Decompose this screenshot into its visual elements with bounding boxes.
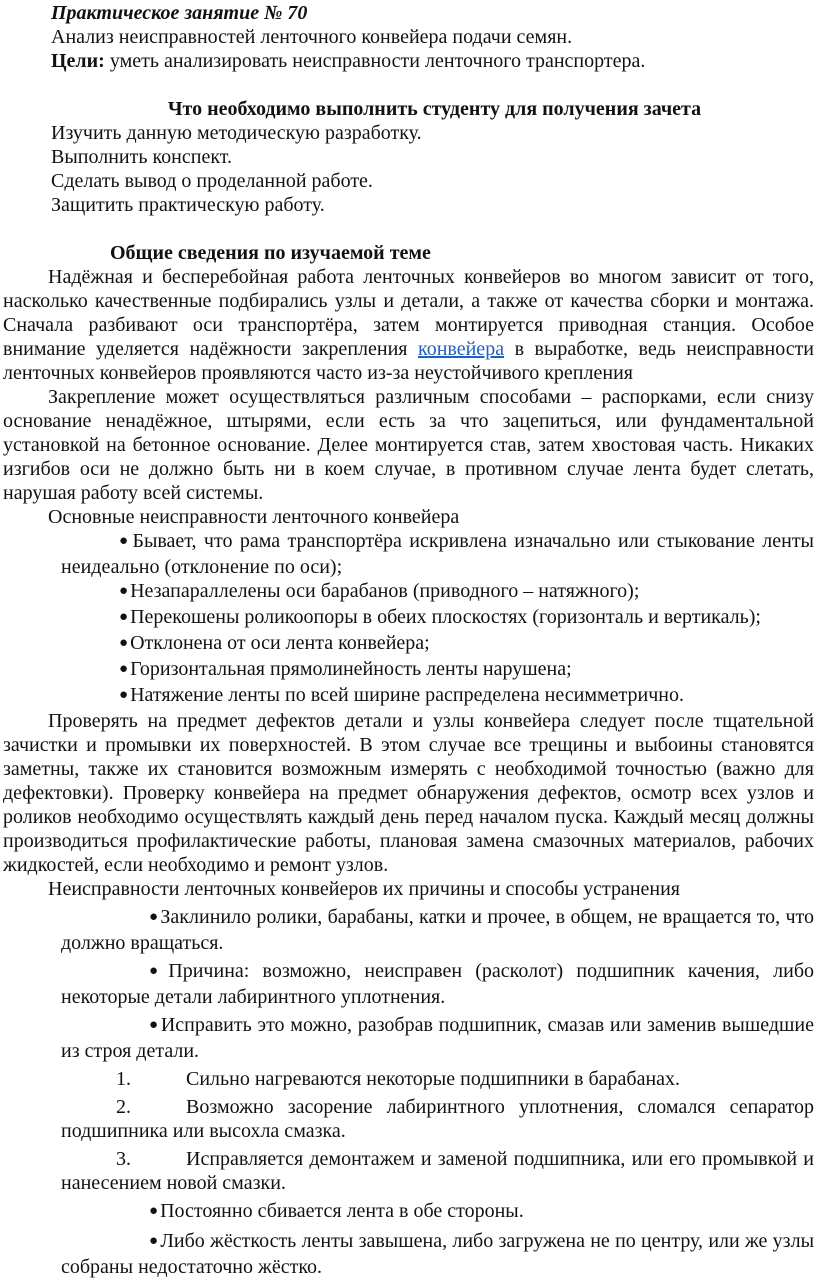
- bullet-icon: ●: [149, 1233, 159, 1249]
- faults-heading: Основные неисправности ленточного конвейера: [48, 506, 460, 528]
- bullet-icon: ●: [119, 635, 129, 651]
- task-item: Сделать вывод о проделанной работе.: [51, 170, 373, 192]
- goal-text: уметь анализировать неисправности ленточного транспортера.: [104, 50, 646, 72]
- item-number: 3.: [116, 1148, 131, 1170]
- lesson-subject: Анализ неисправностей ленточного конвейера подачи семян.: [51, 26, 573, 48]
- causes-heading: Неисправности ленточных конвейеров их причины и способы устранения: [48, 878, 681, 900]
- tail-item: [3, 1229, 814, 1279]
- cause-item: [3, 1013, 814, 1063]
- tail-text: Постоянно сбивается лента в обе стороны.: [160, 1200, 524, 1222]
- lesson-goal: [3, 49, 814, 73]
- conveyor-link[interactable]: конвейера: [418, 338, 505, 360]
- goal-label: Цели:: [51, 50, 105, 72]
- bullet-icon: ●: [149, 909, 159, 925]
- topic-heading: Общие сведения по изучаемой теме: [110, 242, 431, 264]
- fault-text: Бывает, что рама транспортёра искривлена изначально или стыкование ленты неидеально (отклонение по оси);: [61, 530, 814, 578]
- cause-text: Причина: возможно, неисправен (расколот) подшипник качения, либо некоторые детали лабиринтного уплотнения.: [61, 960, 814, 1008]
- fault-text: Натяжение ленты по всей ширине распределена несимметрично.: [130, 684, 684, 706]
- fault-item: [3, 683, 814, 709]
- cause-item: [3, 959, 814, 1009]
- paragraph-1-end: в выработке, ведь неисправности ленточных конвейеров проявляются часто из-за неустойчивого крепления: [3, 338, 815, 384]
- cause-text: Заклинило ролики, барабаны, катки и прочее, в общем, не вращается то, что должно вращаться.: [61, 906, 815, 954]
- fault-text: Перекошены роликоопоры в обеих плоскостях (горизонталь и вертикаль);: [130, 606, 761, 628]
- fault-text: Отклонена от оси лента конвейера;: [130, 632, 430, 654]
- document-page: [0, 1, 816, 1278]
- fault-item: [3, 657, 814, 683]
- paragraph-1: [3, 265, 814, 385]
- item-number: 1.: [116, 1068, 131, 1090]
- cause-item: [3, 905, 814, 955]
- bullet-icon: ●: [119, 533, 131, 549]
- bullet-icon: ●: [119, 583, 129, 599]
- numbered-text: Исправляется демонтажем и заменой подшипника, или его промывкой и нанесением новой смазки.: [61, 1148, 814, 1194]
- numbered-item: [3, 1067, 814, 1091]
- bullet-icon: ●: [119, 687, 129, 703]
- item-number: 2.: [116, 1096, 131, 1118]
- numbered-item: [3, 1095, 814, 1143]
- bullet-icon: ●: [149, 1203, 159, 1219]
- fault-text: Горизонтальная прямолинейность ленты нарушена;: [130, 658, 572, 680]
- task-item: Выполнить конспект.: [51, 146, 233, 168]
- numbered-text: Сильно нагреваются некоторые подшипники в барабанах.: [186, 1068, 681, 1090]
- numbered-text: Возможно засорение лабиринтного уплотнения, сломался сепаратор подшипника или высохла смазка.: [61, 1096, 814, 1142]
- fault-item: [3, 631, 814, 657]
- task-item: Изучить данную методическую разработку.: [51, 122, 422, 144]
- tail-text: Либо жёсткость ленты завышена, либо загружена не по центру, или же узлы собраны недостаточно жёстко.: [61, 1230, 815, 1278]
- fault-item: [3, 529, 814, 579]
- bullet-icon: ●: [149, 963, 167, 979]
- bullet-icon: ●: [119, 661, 129, 677]
- tail-item: [3, 1199, 814, 1225]
- lesson-title: Практическое занятие № 70: [51, 2, 308, 24]
- paragraph-1-start: Надёжная и бесперебойная работа ленточных конвейеров во многом зависит от того, насколько качественные подбирались узлы и детали, а также от качества сборки и монтажа. Сначала разбивают оси транспортёра, затем монтируется приводная станция. Особое внимание уделяется надёжности закрепления: [3, 266, 814, 360]
- fault-text: Незапараллелены оси барабанов (приводного – натяжного);: [130, 580, 640, 602]
- bullet-icon: ●: [119, 609, 129, 625]
- task-item: Защитить практическую работу.: [51, 194, 325, 216]
- paragraph-3: Проверять на предмет дефектов детали и узлы конвейера следует после тщательной зачистки и промывки их поверхностей. В этом случае все трещины и выбоины становятся заметны, также их становится возможным измерять с необходимой точностью (важно для дефектовки). Проверку конвейера на предмет обнаружения дефектов, осмотр всех узлов и роликов необходимо осуществлять каждый день перед началом пуска. Каждый месяц должны производиться профилактические работы, плановая замена смазочных материалов, рабочих жидкостей, если необходимо и ремонт узлов.: [3, 710, 814, 876]
- cause-text: Исправить это можно, разобрав подшипник, смазав или заменив вышедшие из строя детали.: [61, 1014, 814, 1062]
- tasks-heading: Что необходимо выполнить студенту для получения зачета: [167, 98, 702, 120]
- fault-item: [3, 579, 814, 605]
- paragraph-2: Закрепление может осуществляться различным способами – распорками, если снизу основание ненадёжное, штырями, если есть за что зацепиться, или фундаментальной установкой на бетонное основание. Делее монтируется став, затем хвостовая часть. Никаких изгибов оси не должно быть ни в коем случае, в противном случае лента будет слетать, нарушая работу всей системы.: [3, 386, 814, 504]
- numbered-item: [3, 1147, 814, 1195]
- fault-item: [3, 605, 814, 631]
- bullet-icon: ●: [149, 1017, 159, 1033]
